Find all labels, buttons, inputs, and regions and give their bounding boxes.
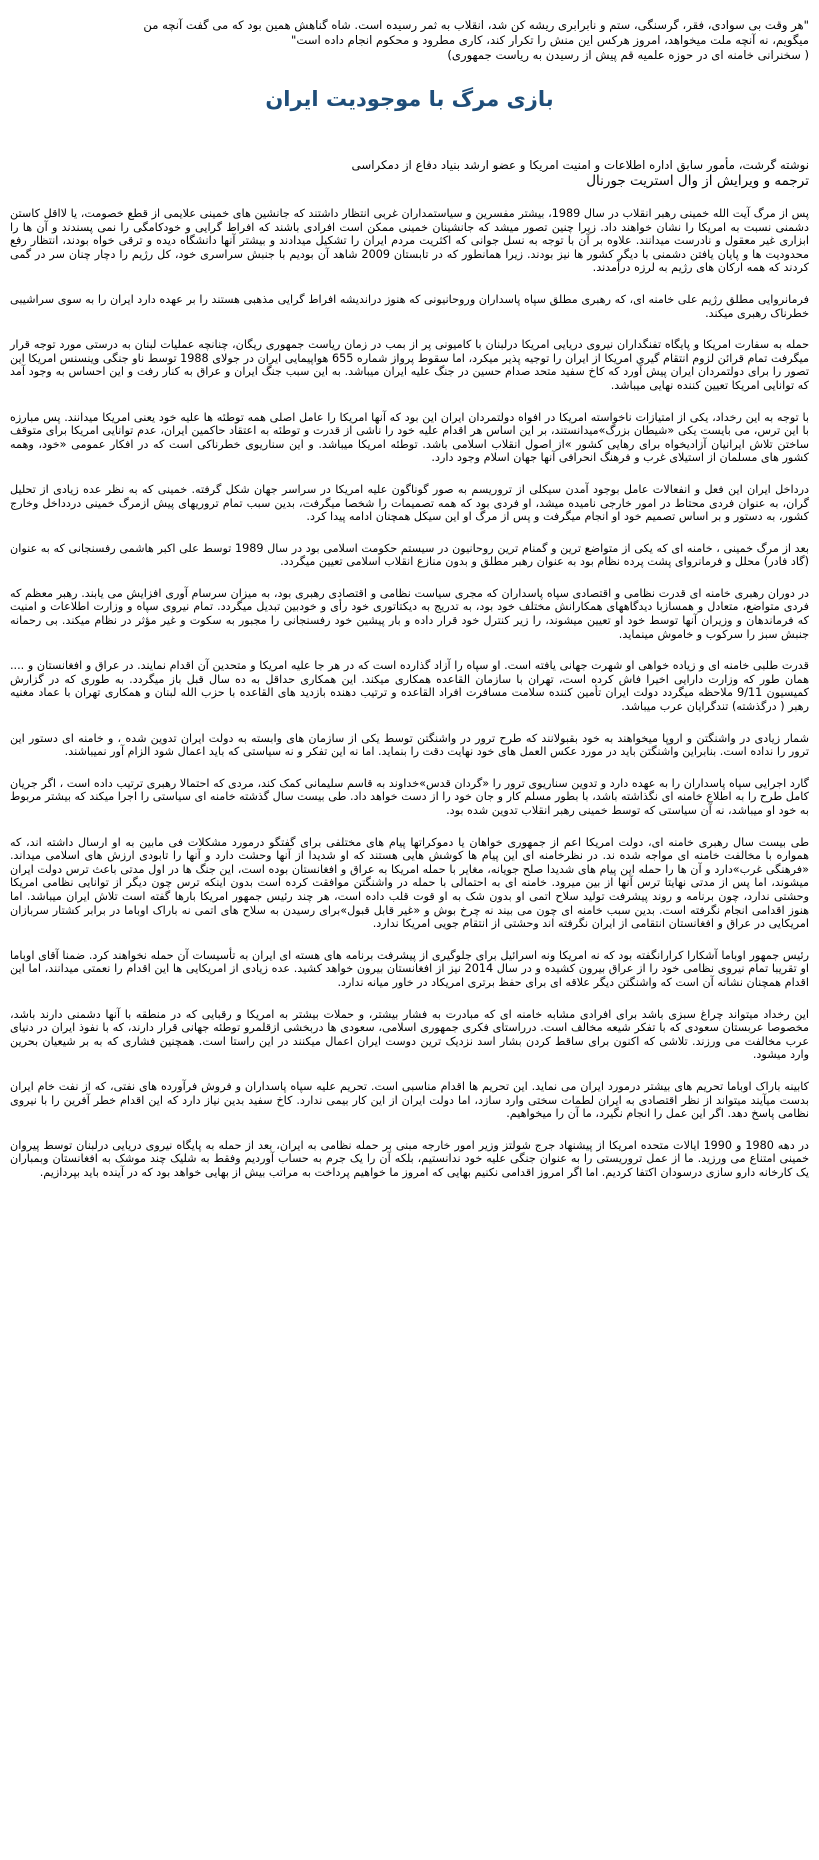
article-paragraph: بعد از مرگ خمینی ، خامنه ای که یکی از متواضع ترین و گمنام ترین روحانیون در سیستم حکومت اسلامی بود در سال 1989 توسط علی اکبر هاشمی رفسنجانی که به عنوان (گاد فادر) محلل و فرمانروای پشت پرده نظام بود به عنوان رهبر مطلق و بدون منازع انقلاب اسلامی تعیین میگردد. (10, 541, 809, 569)
article-paragraph: درداخل ایران این فعل و انفعالات عامل بوجود آمدن سیکلی از تروریسم به صور گوناگون علیه امریکا در سراسر جهان شکل گرفته. خمینی که به نظر عده زیادی از تحلیل گران، به عنوان فردی محتاط در امور خارجی نامیده میشد، او فردی بود که همه تصمیمات را شخصا میگرفت، بدین سبب تمام تروریهای پیش ازمرگ خمینی دردداخل وخارج کشور، به دستور و بر اساس تصمیم خود او انجام میگرفت و پس از مرگ او این سیکل همچنان ادامه پیدا کرد. (10, 482, 809, 524)
article-paragraph: گارد اجرایی سپاه پاسداران را به عهده دارد و تدوین سناریوی ترور را «گردان قدس»خداوند به قاسم سلیمانی کمک کند، مردی که احتمالا رهبری ترتیب داده است ، اگر جریان کامل طرح را به اطلاع خامنه ای نگذاشته باشد، با بطور مسلم کار و جان خود را از دست خواهد داد. طی بیست سال گذشته خامنه ای سیاستی را اجرا میکند که بیشتر مربوط به خود او میباشد، نه آن سیاستی که توسط خمینی رهبر انقلاب تدوین شده بود. (10, 776, 809, 817)
quote-line: "هر وقت بی سوادی، فقر، گرسنگی، ستم و نابرابری ریشه کن شد، انقلاب به ثمر رسیده است. شاه گناهش همین بود که می گفت آنچه من (143, 18, 809, 32)
article-paragraph: در دوران رهبری خامنه ای قدرت نظامی و اقتصادی سپاه پاسداران که مجری سیاست نظامی و اقتصادی رهبری بود، به میزان سرسام آوری افزایش می یابند. رهبر معظم که فردی متواضع، متعادل و همسازبا دیدگاههای همکارانش مختلف خود بود، به تدریج به دیکتاتوری خود رأی و خودبین تبدیل میگردد. تمام نیروی سپاه و وزارت اطلاعات و امنیت که فرماندهان و وزیران آنها توسط خود او تعیین میشوند، را زیر کنترل خود قرار داده و بار پیشین خود رفسنجانی را مجبور به سکوت و غیر مؤثر در نظام میکند. بی رحمانه جنبش سبز را سرکوب و خاموش مینماید. (10, 586, 809, 641)
opening-quote (10, 18, 809, 63)
byline (10, 157, 809, 189)
article-paragraph: در دهه 1980 و 1990 ایالات متحده امریکا از پیشنهاد جرج شولتز وزیر امور خارجه مبنی بر حمله نظامی به ایران، بعد از حمله به پایگاه نیروی دریایی درلبنان توسط پیروان خمینی امتناع می ورزید. ما از عمل تروریستی را به عنوان جنگی علیه خود ندانستیم، بلکه آن را یک جرم به حساب آوردیم وفقط به شلیک چند موشک به افغانستان وبمباران یک کارخانه دارو سازی درسودان اکتفا کردیم. اما اگر امروز اقدامی نکنیم بهایی که امروز ما خواهیم پرداخت به مراتب بیش از بهایی خواهد بود که در آینده باید بپردازیم. (10, 1138, 810, 1179)
article-paragraph: قدرت طلبی خامنه ای و زیاده خواهی او شهرت جهانی یافته است. او سپاه را آزاد گذارده است که در هر جا علیه امریکا و متحدین آن اقدام نمایند. در عراق و افغانستان و .... همان طور که وزارت دارایی اخیرا فاش کرده است، تهران با سازمان القاعده همکاری میکند. این همکاری حداقل به ده سال قبل باز میگردد. به طوری که در گزارش کمیسیون 9/11 ملاحظه میگردد دولت ایران تأمین کننده سلامت مسافرت افراد القاعده و ترتیب دهنده بازدید های القاعده با حزب الله لبنان و همکاری تهران با عماد مغنیه رهبر ( درگذشته) تندگرایان عرب میباشد. (10, 659, 809, 714)
article-paragraph: شمار زیادی در واشنگتن و اروپا میخواهند به خود بقبولانند که طرح ترور در واشنگتن توسط یکی از سازمان های وابسته به دولت ایران تدوین شده ، و خامنه ای دستور این ترور را نداده است. بنابراین واشنگتن باید در مورد عکس العمل های خود نهایت دقت را بنماید. اما نه این تفکر و نه سیاستی که باید اعمال شود الزام آور نمیباشند. (10, 731, 809, 759)
article-paragraph: پس از مرگ آیت الله خمینی رهبر انقلاب در سال 1989، بیشتر مفسرین و سیاستمداران غربی انتظار داشتند که جانشین های خمینی علایمی از قطع خصومت، یا لااقل کاستن دشمنی نسبت به امریکا را نشان خواهند داد. زیرا چنین تصور میشد که جانشینان خمینی ممکن است افرادی باشند که افراط گرایی و خودکامگی را نمی پسندند و آن ها را ابزاری غیر معقول و نادرست میدانند. علاوه بر آن با توجه به نسل جوانی که اکثریت مردم ایران را تشکیل میدادند و بیشتر آنها دانشگاه دیده و ترقی خواه بودند، انتظار رفع محدودیت ها و پایان یافتن دشمنی با دیگر کشور ها نیز بودند. زیرا همانطور که در تابستان 2009 شاهد آن بودیم با جنبش سراسری خود، کل رژیم را دچار چنان سر در گمی کردند که همه ارکان های رژیم به لرزه درآمدند. (10, 207, 809, 275)
article-title: بازی مرگ با موجودیت ایران (265, 87, 554, 111)
article-paragraph: فرمانروایی مطلق رژیم علی خامنه ای، که رهبری مطلق سپاه پاسداران وروحانیونی که هنوز دراندیشه افراط گرایی مذهبی هستند را بر عهده دارد ایران را به سوی سراشیبی خطرناک رهبری میکند. (10, 292, 809, 320)
article-paragraph: با توجه به این رخداد، یکی از امتیازات ناخواسته امریکا در افواه دولتمردان ایران این بود که آنها امریکا را عامل اصلی همه توطئه ها علیه خود یعنی امریکا میدانند. پس مبارزه با این ترس، می بایست یکی «شیطان بزرگ»میدانستند، بر این اساس هر اقدام علیه خود را ناشی از قدرت و توطئه به اعتقاد حاکمین ایران، عدم توانایی امریکا برای متوقف ساختن تلاش ایرانیان آزادیخواه برای رهایی کشور »از اصول انقلاب اسلامی باشد. توطئه امریکا میباشد. و این سناریوی خطرناکی است که در افکار عمومی «خود، وهمه کشور های مسلمان از استیلای غرب و فرهنگ انحرافی آنها جهان اسلام وجود دارد. (10, 410, 809, 465)
article-paragraph: این رخداد میتواند چراغ سبزی باشد برای افرادی مشابه خامنه ای که مبادرت به فشار بیشتر، و حملات بیشتر به امریکا و رقبایی که در منطقه با آنها دشمنی دارند باشد، مخصوصا عربستان سعودی که با تفکر شیعه مخالف است. درراستای فکری جمهوری اسلامی، سعودی ها دربخشی ازقلمرو توطئه جهانی قرار دارند، که با نفوذ ایران در دنیای عرب مخالفت می ورزند. تلاشی که اکنون برای ساقط کردن بشار اسد نزدیک ترین دوست ایران اعمال میکنند در این راستا است. همچنین فشاری که به بر شیعیان بحرین وارد میشود. (10, 1007, 809, 1062)
article-paragraph: حمله به سفارت امریکا و پایگاه تفنگداران نیروی دریایی امریکا درلبنان با کامیونی پر از بمب در زمان ریاست جمهوری ریگان، چنانچه عملیات لبنان به درستی مورد توجه قرار میگرفت تمام قرائن لزوم انتقام گیری امریکا از ایران را توجیه پذیر میکرد، اما سقوط پرواز شماره 655 هواپیمایی ایران در جولای 1988 توسط ناو جنگی وینسنس امریکا این تصور را برای دولتمردان ایران پیش آورد که کاخ سفید متحد صدام حسین در جنگ علیه ایران میباشد. به این سبب جنگ ایران و عراق به کنار رفت و این احساس به وجود آمد که توانایی امریکا تعیین کننده نهایی میباشد. (9, 338, 809, 392)
translation-credit: ترجمه و ویرایش از وال استریت جورنال (586, 173, 809, 189)
article-paragraph: طی بیست سال رهبری خامنه ای، دولت امریکا اعم از جمهوری خواهان یا دموکراتها پیام های مختلفی برای گفتگو درمورد مشکلات فی مابین به او ارسال داشته اند، که همواره با مخالفت خامنه ای مواجه شده ند. در نظرخامنه ای این پیام ها کوشش هایی هستند که او شدیدا از آنها وحشت دارد و آنها را تابودی ارزش های اسلامی میداند. «فرهنگی غرب»دارد و آن ها را حمله این پیام های شدیدا صلح جویانه، مغایر با حمله امریکا به عراق و افغانستان بوده است، این جنگ ها در اول مدتی باعث ترس دولت ایران میشوند، اما پس از مدتی نهایتا ترس آنها از بین میرود. خامنه ای به احتمالی با حمله در واشنگتن موافقت کرده است بدون اینکه ترس چون دیگر از توانایی نظامی امریکا وحشتی ندارد، چون برنامه و روند پیشرفت تولید سلاح اتمی او بدون شک به او قوت قلب داده است، هر چند رئیس جمهور امریکا بارها گفته است تلاش ایران میباشد. اما هنوز اقدامی انجام نگرفته است. بدین سبب خامنه ای چون می بیند نه چرخ بوش و «غیر قابل قبول»برای رسیدن به سلاح های اتمی نه باراک اوباما در برابر کشتار سربازان امریکایی در عراق و افغانستان انتقامی از ایران نگرفته اند وحشتی از انتقام جویی امریکا ندارد. (10, 835, 809, 931)
quote-line: میگویم، نه آنچه ملت میخواهد، امروز هرکس این منش را تکرار کند، کاری مطرود و محکوم انجام داده است" (291, 33, 809, 47)
article-paragraph: کابینه باراک اوباما تحریم های بیشتر درمورد ایران می نماید. این تحریم ها اقدام مناسبی است. تحریم علیه سپاه پاسداران و فروش فرآورده های نفتی، که از نفت خام ایران بدست میآیند میتواند از نظر اقتصادی به ایران لطمات سختی وارد سازد، اما دولت ایران از این کار بیمی ندارد. کاخ سفید بدین نیاز دارد که این اقدام خطر آفرین را با نیروی نظامی پاسخ دهد. اگر این عمل را انجام نگیرد، ما آن را میخواهیم. (10, 1079, 809, 1121)
article-paragraph: رئیس جمهور اوباما آشکارا کرارانگفته بود که نه امریکا ونه اسرائیل برای جلوگیری از پیشرفت برنامه های هسته ای ایران به تأسیسات آن حمله نخواهند کرد. ضمنا آقای اوباما او تقریبا تمام نیروی نظامی خود را از عراق بیرون کشیده و در سال 2014 نیز از افغانستان بیرون خواهد کشید. عده زیادی از امریکایی ها این اقدام را نعمتی میدانند، اما این اقدام همچنان نشانه آن است که واشنگتن دیگر علاقه ای برای حفظ برتری امریکاد در خاور میانه ندارد. (10, 948, 809, 989)
author-line: نوشته گرشت، مأمور سابق اداره اطلاعات و امنیت امریکا و عضو ارشد بنیاد دفاع از دمکراسی (351, 158, 809, 172)
quote-line: ( سخنرانی خامنه ای در حوزه علمیه قم پیش از رسیدن به ریاست جمهوری) (447, 48, 809, 62)
